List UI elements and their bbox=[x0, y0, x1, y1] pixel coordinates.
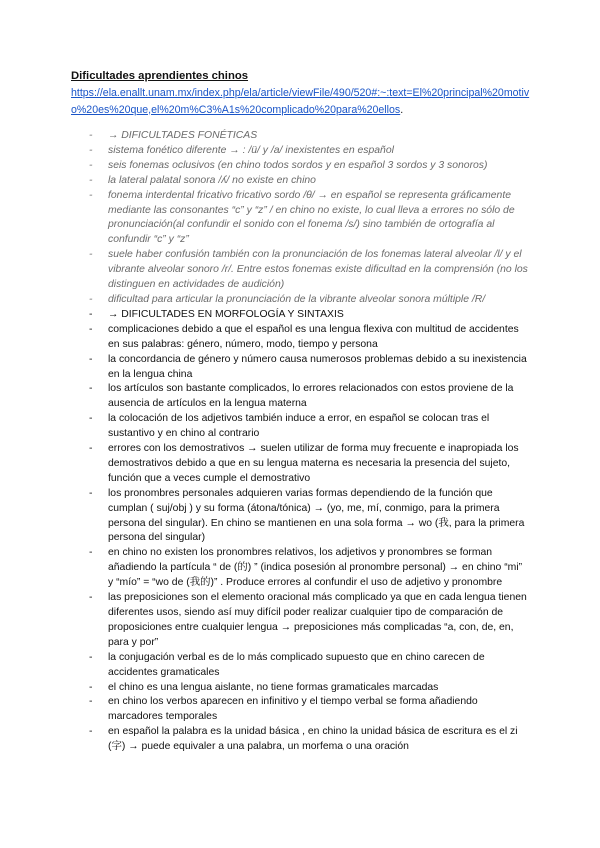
list-item-text: dificultad para articular la pronunciación de la vibrante alveolar sonora múltiple /R/ bbox=[108, 293, 486, 305]
list-item-text: la lateral palatal sonora /ʎ/ no existe en chino bbox=[108, 174, 316, 186]
list-item-text: → DIFICULTADES EN MORFOLOGÍA Y SINTAXIS bbox=[108, 308, 344, 320]
list-item bbox=[0, 412, 528, 442]
list-item bbox=[0, 725, 528, 755]
list-item bbox=[0, 695, 528, 725]
list-dash: - bbox=[89, 353, 93, 365]
list-dash: - bbox=[89, 487, 93, 499]
list-item bbox=[0, 174, 528, 189]
list-item-text: fonema interdental fricativo fricativo sordo /θ/ → en español se representa gráficamente mediante las consonantes “c” y “z” / en chino no existe, lo cual lleva a errores no sólo de pronunciación(al confundir el sonido con el fonema /s/) sino también de ortografía al confundir “c” y “z” bbox=[108, 189, 515, 246]
list-dash: - bbox=[89, 726, 93, 738]
list-item bbox=[0, 681, 528, 696]
list-item-text: → DIFICULTADES FONÉTICAS bbox=[108, 130, 258, 141]
list-item-text: el chino es una lengua aislante, no tiene formas gramaticales marcadas bbox=[108, 681, 439, 693]
list-dash: - bbox=[89, 681, 93, 693]
list-item bbox=[0, 651, 528, 681]
list-item-text: en chino no existen los pronombres relativos, los adjetivos y pronombres se forman añadiendo la partícula “ de (的) ” (indica posesión al pronombre personal) → en chino “mi” y “mío” = “wo de (我的)” . Produce errores al confundir el uso de adjetivo y pronombre bbox=[108, 547, 523, 589]
list-dash: - bbox=[89, 144, 93, 156]
list-item bbox=[0, 591, 528, 651]
list-item-text: sistema fonético diferente → : /ü/ y /a/ inexistentes en español bbox=[108, 144, 394, 156]
list-dash: - bbox=[89, 592, 93, 604]
source-link-line-1[interactable]: https://ela.enallt.unam.mx/index.php/ela/article/viewFile/490/520#:~:text=El%20principal%20 bbox=[71, 87, 504, 99]
list-dash: - bbox=[89, 651, 93, 663]
document-title: Dificultades aprendientes chinos bbox=[71, 70, 249, 82]
list-dash: - bbox=[89, 249, 93, 261]
list-item-text: la colocación de los adjetivos también induce a error, en español se colocan tras el sustantivo y en chino al contrario bbox=[108, 413, 490, 440]
list-item bbox=[0, 159, 528, 174]
list-item-text: en chino los verbos aparecen en infinitivo y el tiempo verbal se forma añadiendo marcadores temporales bbox=[108, 696, 478, 723]
list-dash: - bbox=[89, 443, 93, 455]
list-item-text: en español la palabra es la unidad básica , en chino la unidad básica de escritura es el zi (字) → puede equivaler a una palabra, un morfema o una oración bbox=[108, 726, 518, 753]
list-dash: - bbox=[89, 189, 93, 201]
list-dash: - bbox=[89, 308, 93, 320]
list-item-text: la concordancia de género y número causa numerosos problemas debido a su inexistencia en la lengua china bbox=[108, 353, 527, 380]
list-item-text: complicaciones debido a que el español es una lengua flexiva con multitud de accidentes en sus palabras: género, número, modo, tiempo y persona bbox=[108, 323, 519, 350]
list-dash: - bbox=[89, 696, 93, 708]
list-item-morphology-heading bbox=[0, 308, 528, 323]
list-dash: - bbox=[89, 130, 93, 141]
list-item-text: suele haber confusión también con la pronunciación de los fonemas lateral alveolar /l/ y el vibrante alveolar sonoro /r/. Entre estos fonemas existe dificultad en la comprensión (no los distinguen en actividades de audición) bbox=[108, 249, 528, 291]
list-item bbox=[0, 323, 528, 353]
list-item-text: la conjugación verbal es de lo más complicado supuesto que en chino carecen de accidentes gramaticales bbox=[108, 651, 485, 678]
notes-list bbox=[0, 129, 600, 755]
list-item bbox=[0, 144, 528, 159]
list-dash: - bbox=[89, 174, 93, 186]
source-link-line-2[interactable]: motivo%20es%20que,el%20m%C3%A1s%20complicado%20para%20ellos bbox=[71, 87, 530, 116]
list-item-text: los pronombres personales adquieren varias formas dependiendo de la función que cumplan ( suj/obj ) y su forma (átona/tónica) → (yo, me, mí, conmigo, para la primera persona del singular). En chino se mantienen en una sola forma → wo (我, para la primera persona del singular) bbox=[108, 487, 525, 544]
list-item bbox=[0, 442, 528, 487]
list-item bbox=[0, 546, 528, 591]
list-item-text: los artículos son bastante complicados, lo errores relacionados con estos proviene de la ausencia de artículos en la lengua materna bbox=[108, 383, 514, 410]
list-item bbox=[0, 353, 528, 383]
list-item-text: las preposiciones son el elemento oracional más complicado ya que en cada lengua tienen diferentes usos, siendo así muy difícil poder realizar cualquier tipo de comparación de proposiciones entre cualquier lengua → preposiciones más complicadas “a, con, de, en, para y por” bbox=[108, 592, 527, 648]
list-dash: - bbox=[89, 159, 93, 171]
list-dash: - bbox=[89, 323, 93, 335]
list-item bbox=[0, 487, 528, 547]
list-dash: - bbox=[89, 413, 93, 425]
list-item bbox=[0, 248, 528, 293]
list-dash: - bbox=[89, 293, 93, 305]
list-dash: - bbox=[89, 547, 93, 559]
list-item bbox=[0, 382, 528, 412]
list-item-text: errores con los demostrativos → suelen utilizar de forma muy frecuente e inapropiada los demostrativos debido a que en su lengua materna es necesaria la presencia del sujeto, función que a veces cumple el demostrativo bbox=[108, 443, 519, 484]
list-item bbox=[0, 293, 528, 308]
list-item bbox=[0, 189, 528, 249]
list-item-text: seis fonemas oclusivos (en chino todos sordos y en español 3 sordos y 3 sonoros) bbox=[108, 159, 488, 171]
source-link-period: . bbox=[400, 103, 404, 116]
source-link[interactable] bbox=[71, 85, 541, 118]
list-item-phonetic-heading bbox=[0, 129, 528, 144]
list-dash: - bbox=[89, 383, 93, 395]
